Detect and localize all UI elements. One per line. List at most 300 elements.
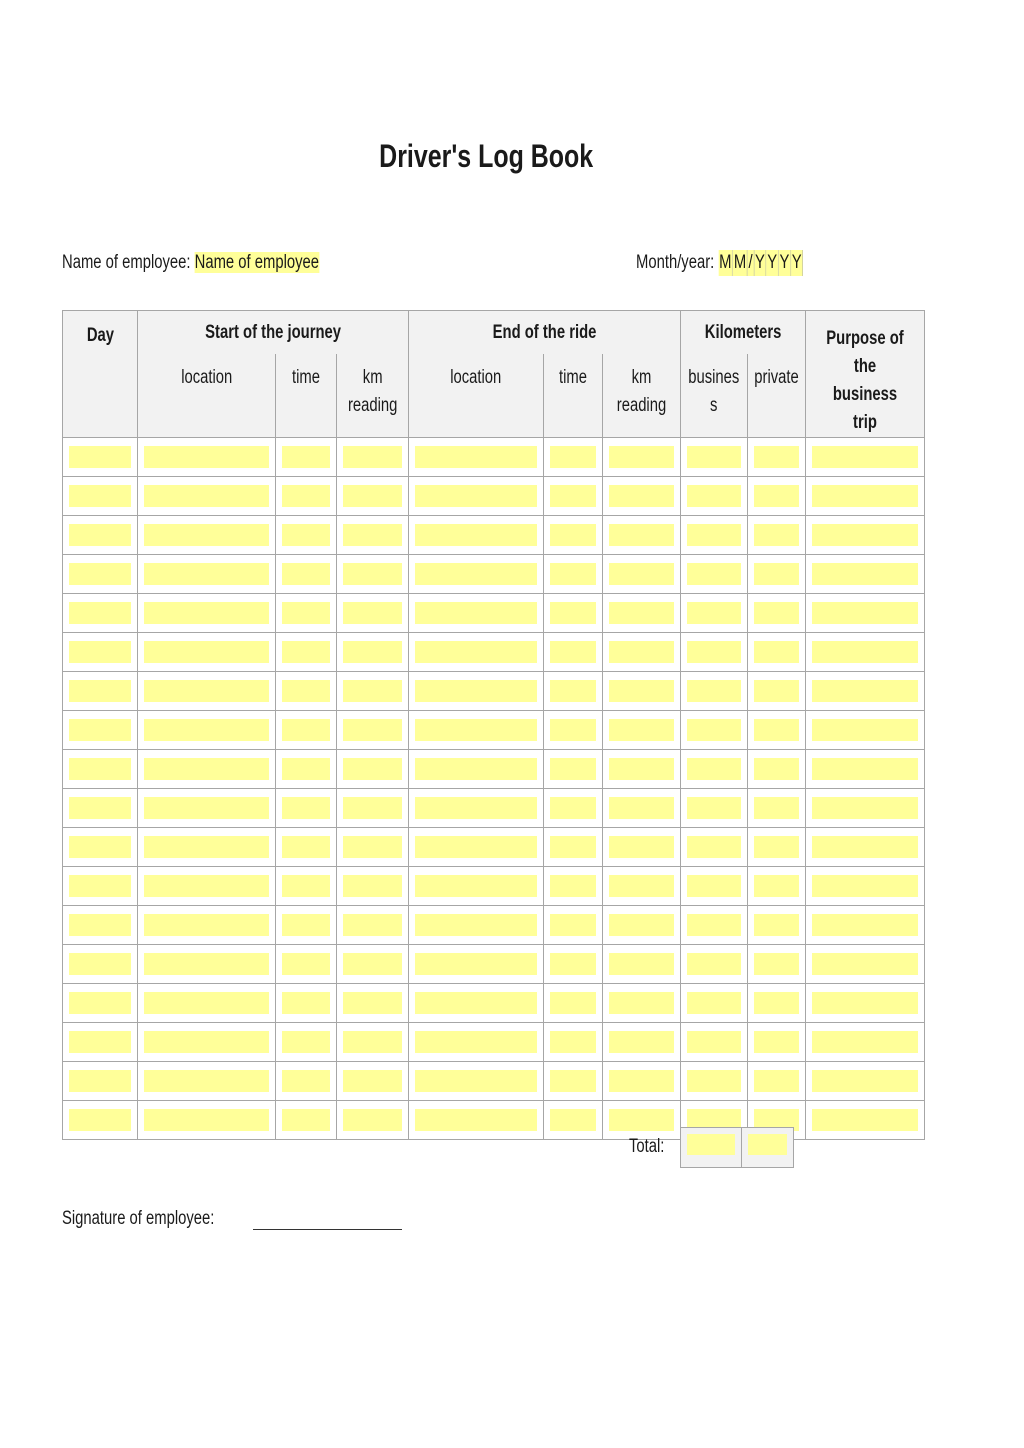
input-end-time[interactable]	[550, 992, 596, 1014]
cell-purpose	[805, 594, 924, 633]
input-km-private[interactable]	[754, 875, 799, 897]
input-purpose[interactable]	[812, 641, 918, 663]
input-day[interactable]	[69, 485, 131, 507]
input-km-private[interactable]	[754, 446, 799, 468]
input-end-time[interactable]	[550, 680, 596, 702]
total-private-input[interactable]	[748, 1134, 787, 1155]
cell-end-time	[544, 438, 603, 477]
input-end-location[interactable]	[415, 680, 537, 702]
table-row	[63, 750, 925, 789]
cell-end-location	[409, 555, 544, 594]
input-end-km[interactable]	[609, 641, 674, 663]
input-end-location[interactable]	[415, 524, 537, 546]
input-end-location[interactable]	[415, 992, 537, 1014]
input-start-location[interactable]	[144, 1031, 269, 1053]
cell-km-private	[747, 1023, 805, 1062]
cell-km-private	[747, 945, 805, 984]
input-start-time[interactable]	[282, 524, 330, 546]
cell-km-business	[681, 438, 748, 477]
total-business-input[interactable]	[687, 1134, 735, 1155]
input-end-location[interactable]	[415, 797, 537, 819]
input-day[interactable]	[69, 719, 131, 741]
input-end-km[interactable]	[609, 836, 674, 858]
input-km-private[interactable]	[754, 836, 799, 858]
header-end-km-reading: km reading	[603, 354, 681, 437]
input-start-time[interactable]	[282, 446, 330, 468]
cell-end-location	[409, 750, 544, 789]
cell-start-km	[337, 438, 409, 477]
cell-km-business	[681, 828, 748, 867]
input-km-business[interactable]	[687, 758, 741, 780]
cell-start-km	[337, 477, 409, 516]
table-row	[63, 867, 925, 906]
cell-purpose	[805, 828, 924, 867]
input-end-location[interactable]	[415, 953, 537, 975]
cell-end-km	[603, 438, 681, 477]
input-end-location[interactable]	[415, 914, 537, 936]
header-end-ride: End of the ride	[409, 311, 681, 355]
input-purpose[interactable]	[812, 446, 918, 468]
input-end-time[interactable]	[550, 446, 596, 468]
cell-km-private	[747, 516, 805, 555]
cell-end-location	[409, 711, 544, 750]
input-start-time[interactable]	[282, 914, 330, 936]
cell-purpose	[805, 984, 924, 1023]
header-end-location: location	[409, 354, 544, 437]
input-purpose[interactable]	[812, 1031, 918, 1053]
month-year-input[interactable]	[718, 252, 803, 273]
cell-day	[63, 438, 138, 477]
input-purpose[interactable]	[812, 602, 918, 624]
cell-km-business	[681, 945, 748, 984]
input-end-km[interactable]	[609, 758, 674, 780]
input-day[interactable]	[69, 797, 131, 819]
input-end-time[interactable]	[550, 914, 596, 936]
input-start-time[interactable]	[282, 563, 330, 585]
input-purpose[interactable]	[812, 524, 918, 546]
input-day[interactable]	[69, 563, 131, 585]
input-day[interactable]	[69, 953, 131, 975]
input-km-private[interactable]	[754, 680, 799, 702]
input-end-time[interactable]	[550, 1109, 596, 1131]
input-purpose[interactable]	[812, 758, 918, 780]
input-km-business[interactable]	[687, 953, 741, 975]
input-day[interactable]	[69, 1109, 131, 1131]
input-end-time[interactable]	[550, 563, 596, 585]
cell-start-location	[138, 672, 276, 711]
cell-start-location	[138, 555, 276, 594]
cell-km-business	[681, 906, 748, 945]
cell-start-time	[276, 711, 337, 750]
input-start-location[interactable]	[144, 641, 269, 663]
input-start-time[interactable]	[282, 680, 330, 702]
cell-end-km	[603, 945, 681, 984]
cell-end-location	[409, 477, 544, 516]
input-km-private[interactable]	[754, 641, 799, 663]
input-end-location[interactable]	[415, 1109, 537, 1131]
cell-start-location	[138, 1062, 276, 1101]
cell-end-time	[544, 867, 603, 906]
input-start-time[interactable]	[282, 758, 330, 780]
input-purpose[interactable]	[812, 797, 918, 819]
input-km-private[interactable]	[754, 563, 799, 585]
input-day[interactable]	[69, 602, 131, 624]
input-end-km[interactable]	[609, 485, 674, 507]
cell-km-business	[681, 711, 748, 750]
header-start-time: time	[276, 354, 337, 437]
input-km-business[interactable]	[687, 446, 741, 468]
cell-purpose	[805, 477, 924, 516]
input-end-location[interactable]	[415, 719, 537, 741]
input-end-time[interactable]	[550, 641, 596, 663]
cell-km-private	[747, 711, 805, 750]
input-start-km[interactable]	[343, 602, 402, 624]
input-km-private[interactable]	[754, 953, 799, 975]
input-purpose[interactable]	[812, 836, 918, 858]
month-year-label: Month/year:	[636, 252, 715, 273]
input-start-location[interactable]	[144, 680, 269, 702]
input-start-location[interactable]	[144, 485, 269, 507]
cell-start-location	[138, 789, 276, 828]
input-start-time[interactable]	[282, 875, 330, 897]
cell-start-km	[337, 750, 409, 789]
input-start-location[interactable]	[144, 914, 269, 936]
input-purpose[interactable]	[812, 1070, 918, 1092]
cell-end-km	[603, 555, 681, 594]
input-end-time[interactable]	[550, 836, 596, 858]
input-km-business[interactable]	[687, 563, 741, 585]
table-row	[63, 984, 925, 1023]
input-purpose[interactable]	[812, 953, 918, 975]
input-end-km[interactable]	[609, 524, 674, 546]
month-digit[interactable]: M	[733, 250, 748, 276]
input-day[interactable]	[69, 1070, 131, 1092]
input-start-time[interactable]	[282, 1109, 330, 1131]
cell-start-km	[337, 672, 409, 711]
cell-end-location	[409, 906, 544, 945]
input-start-km[interactable]	[343, 563, 402, 585]
input-start-location[interactable]	[144, 758, 269, 780]
input-purpose[interactable]	[812, 719, 918, 741]
input-end-location[interactable]	[415, 563, 537, 585]
input-km-private[interactable]	[754, 719, 799, 741]
cell-purpose	[805, 555, 924, 594]
input-start-km[interactable]	[343, 1031, 402, 1053]
cell-day	[63, 828, 138, 867]
header-start-km-reading: km reading	[337, 354, 409, 437]
input-start-time[interactable]	[282, 641, 330, 663]
input-start-location[interactable]	[144, 797, 269, 819]
cell-start-km	[337, 516, 409, 555]
input-end-location[interactable]	[415, 758, 537, 780]
input-start-km[interactable]	[343, 875, 402, 897]
cell-day	[63, 789, 138, 828]
total-private-cell	[741, 1127, 794, 1168]
cell-end-time	[544, 984, 603, 1023]
input-start-km[interactable]	[343, 641, 402, 663]
header-start-location: location	[138, 354, 276, 437]
cell-end-location	[409, 867, 544, 906]
cell-km-business	[681, 1062, 748, 1101]
input-km-business[interactable]	[687, 797, 741, 819]
input-start-time[interactable]	[282, 797, 330, 819]
input-end-km[interactable]	[609, 992, 674, 1014]
input-km-business[interactable]	[687, 485, 741, 507]
input-purpose[interactable]	[812, 680, 918, 702]
input-end-time[interactable]	[550, 524, 596, 546]
table-row	[63, 1023, 925, 1062]
cell-end-time	[544, 516, 603, 555]
input-day[interactable]	[69, 1031, 131, 1053]
header-day: Day	[63, 311, 138, 438]
input-km-private[interactable]	[754, 992, 799, 1014]
input-km-business[interactable]	[687, 1031, 741, 1053]
cell-purpose	[805, 867, 924, 906]
input-start-time[interactable]	[282, 992, 330, 1014]
cell-end-location	[409, 1023, 544, 1062]
input-start-km[interactable]	[343, 680, 402, 702]
input-day[interactable]	[69, 836, 131, 858]
input-start-location[interactable]	[144, 1070, 269, 1092]
cell-day	[63, 633, 138, 672]
cell-purpose	[805, 750, 924, 789]
cell-end-km	[603, 672, 681, 711]
table-row	[63, 555, 925, 594]
input-end-time[interactable]	[550, 1031, 596, 1053]
input-start-location[interactable]	[144, 524, 269, 546]
cell-day	[63, 750, 138, 789]
input-end-location[interactable]	[415, 446, 537, 468]
input-km-private[interactable]	[754, 914, 799, 936]
input-km-business[interactable]	[687, 680, 741, 702]
input-km-business[interactable]	[687, 602, 741, 624]
input-start-km[interactable]	[343, 836, 402, 858]
input-start-km[interactable]	[343, 953, 402, 975]
input-km-business[interactable]	[687, 524, 741, 546]
input-start-time[interactable]	[282, 1031, 330, 1053]
input-start-km[interactable]	[343, 914, 402, 936]
input-start-location[interactable]	[144, 719, 269, 741]
cell-end-time	[544, 945, 603, 984]
input-start-location[interactable]	[144, 875, 269, 897]
cell-start-location	[138, 867, 276, 906]
input-end-time[interactable]	[550, 797, 596, 819]
input-end-location[interactable]	[415, 485, 537, 507]
input-day[interactable]	[69, 914, 131, 936]
cell-start-time	[276, 672, 337, 711]
input-end-km[interactable]	[609, 875, 674, 897]
input-end-time[interactable]	[550, 719, 596, 741]
cell-start-location	[138, 633, 276, 672]
input-end-location[interactable]	[415, 602, 537, 624]
cell-start-time	[276, 633, 337, 672]
input-start-time[interactable]	[282, 1070, 330, 1092]
input-km-private[interactable]	[754, 485, 799, 507]
input-km-private[interactable]	[754, 1070, 799, 1092]
input-km-business[interactable]	[687, 719, 741, 741]
input-start-location[interactable]	[144, 1109, 269, 1131]
cell-end-time	[544, 477, 603, 516]
cell-end-location	[409, 1101, 544, 1140]
cell-start-time	[276, 789, 337, 828]
cell-end-location	[409, 633, 544, 672]
header-business: busines s	[681, 354, 748, 437]
input-end-location[interactable]	[415, 641, 537, 663]
input-end-km[interactable]	[609, 563, 674, 585]
input-km-private[interactable]	[754, 524, 799, 546]
input-km-business[interactable]	[687, 914, 741, 936]
input-end-location[interactable]	[415, 1070, 537, 1092]
input-end-location[interactable]	[415, 836, 537, 858]
input-end-location[interactable]	[415, 875, 537, 897]
input-end-time[interactable]	[550, 758, 596, 780]
employee-name-input[interactable]: Name of employee	[194, 252, 320, 273]
log-table	[62, 310, 925, 1140]
input-purpose[interactable]	[812, 992, 918, 1014]
input-purpose[interactable]	[812, 485, 918, 507]
input-end-km[interactable]	[609, 953, 674, 975]
signature-line[interactable]	[253, 1229, 402, 1230]
input-start-km[interactable]	[343, 719, 402, 741]
month-digit[interactable]: M	[718, 250, 733, 276]
input-end-time[interactable]	[550, 953, 596, 975]
input-start-time[interactable]	[282, 836, 330, 858]
input-purpose[interactable]	[812, 1109, 918, 1131]
input-end-time[interactable]	[550, 602, 596, 624]
input-km-business[interactable]	[687, 1070, 741, 1092]
input-km-private[interactable]	[754, 1031, 799, 1053]
input-start-time[interactable]	[282, 719, 330, 741]
input-day[interactable]	[69, 992, 131, 1014]
input-end-km[interactable]	[609, 446, 674, 468]
input-km-business[interactable]	[687, 836, 741, 858]
input-start-location[interactable]	[144, 602, 269, 624]
input-end-time[interactable]	[550, 875, 596, 897]
input-km-business[interactable]	[687, 875, 741, 897]
input-start-location[interactable]	[144, 563, 269, 585]
cell-end-time	[544, 1101, 603, 1140]
input-end-km[interactable]	[609, 1031, 674, 1053]
cell-start-time	[276, 1062, 337, 1101]
year-digit[interactable]: Y	[766, 250, 778, 276]
year-digit[interactable]: Y	[779, 250, 791, 276]
input-km-private[interactable]	[754, 602, 799, 624]
cell-start-location	[138, 945, 276, 984]
cell-end-location	[409, 594, 544, 633]
input-day[interactable]	[69, 680, 131, 702]
cell-end-km	[603, 984, 681, 1023]
cell-start-time	[276, 438, 337, 477]
cell-day	[63, 945, 138, 984]
input-start-km[interactable]	[343, 485, 402, 507]
input-start-km[interactable]	[343, 758, 402, 780]
cell-km-private	[747, 1062, 805, 1101]
input-end-km[interactable]	[609, 797, 674, 819]
input-start-km[interactable]	[343, 524, 402, 546]
input-purpose[interactable]	[812, 875, 918, 897]
cell-start-time	[276, 555, 337, 594]
year-digit[interactable]: Y	[791, 250, 803, 276]
cell-day	[63, 984, 138, 1023]
input-start-time[interactable]	[282, 485, 330, 507]
input-end-km[interactable]	[609, 719, 674, 741]
cell-km-private	[747, 477, 805, 516]
cell-end-location	[409, 516, 544, 555]
cell-start-time	[276, 906, 337, 945]
input-day[interactable]	[69, 758, 131, 780]
input-start-km[interactable]	[343, 446, 402, 468]
cell-purpose	[805, 1023, 924, 1062]
input-day[interactable]	[69, 875, 131, 897]
input-start-km[interactable]	[343, 797, 402, 819]
cell-end-location	[409, 1062, 544, 1101]
cell-end-time	[544, 750, 603, 789]
input-end-location[interactable]	[415, 1031, 537, 1053]
page-title: Driver's Log Book	[379, 138, 593, 174]
input-km-private[interactable]	[754, 758, 799, 780]
date-separator: /	[748, 250, 754, 276]
input-end-time[interactable]	[550, 1070, 596, 1092]
input-end-km[interactable]	[609, 1070, 674, 1092]
input-start-km[interactable]	[343, 1070, 402, 1092]
cell-end-location	[409, 438, 544, 477]
input-end-km[interactable]	[609, 602, 674, 624]
input-day[interactable]	[69, 446, 131, 468]
cell-km-business	[681, 555, 748, 594]
input-end-km[interactable]	[609, 1109, 674, 1131]
input-day[interactable]	[69, 524, 131, 546]
cell-purpose	[805, 1101, 924, 1140]
cell-km-business	[681, 516, 748, 555]
cell-km-private	[747, 867, 805, 906]
input-start-km[interactable]	[343, 992, 402, 1014]
input-start-location[interactable]	[144, 836, 269, 858]
input-start-location[interactable]	[144, 446, 269, 468]
input-start-km[interactable]	[343, 1109, 402, 1131]
cell-day	[63, 711, 138, 750]
input-km-business[interactable]	[687, 992, 741, 1014]
cell-day	[63, 672, 138, 711]
cell-km-private	[747, 828, 805, 867]
cell-end-km	[603, 1023, 681, 1062]
input-day[interactable]	[69, 641, 131, 663]
cell-purpose	[805, 438, 924, 477]
cell-start-location	[138, 750, 276, 789]
table-row	[63, 438, 925, 477]
input-km-private[interactable]	[754, 797, 799, 819]
cell-start-location	[138, 984, 276, 1023]
input-start-location[interactable]	[144, 953, 269, 975]
cell-end-km	[603, 789, 681, 828]
input-km-business[interactable]	[687, 641, 741, 663]
input-start-time[interactable]	[282, 602, 330, 624]
input-purpose[interactable]	[812, 914, 918, 936]
cell-start-location	[138, 1101, 276, 1140]
year-digit[interactable]: Y	[754, 250, 766, 276]
input-end-km[interactable]	[609, 680, 674, 702]
input-end-km[interactable]	[609, 914, 674, 936]
input-start-time[interactable]	[282, 953, 330, 975]
cell-km-business	[681, 789, 748, 828]
cell-km-business	[681, 633, 748, 672]
input-start-location[interactable]	[144, 992, 269, 1014]
input-end-time[interactable]	[550, 485, 596, 507]
cell-end-time	[544, 1023, 603, 1062]
cell-km-business	[681, 594, 748, 633]
cell-end-location	[409, 945, 544, 984]
input-purpose[interactable]	[812, 563, 918, 585]
cell-start-location	[138, 438, 276, 477]
